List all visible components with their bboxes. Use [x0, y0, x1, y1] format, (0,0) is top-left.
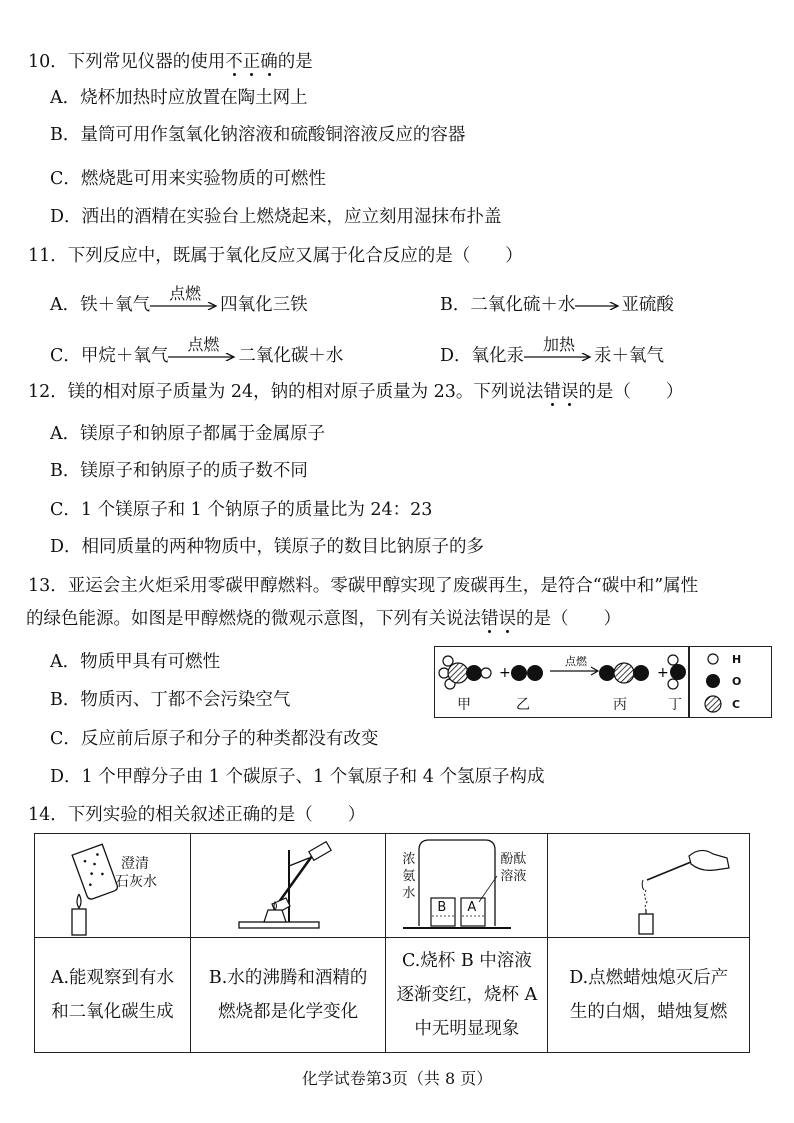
candle-relight-illustration — [551, 836, 747, 936]
q10-option-c: C．燃烧匙可用来实验物质的可燃性 — [50, 169, 326, 189]
q13-option-d: D．1 个甲醇分子由 1 个碳原子、1 个氧原子和 4 个氢原子构成 — [50, 767, 545, 787]
arrow-condition: 点燃 — [565, 655, 587, 668]
experiment-table — [34, 833, 750, 1053]
label-yi: 乙 — [516, 697, 530, 713]
page-footer: 化学试卷第3页（共 8 页） — [301, 1069, 493, 1088]
reaction-arrow — [575, 293, 621, 317]
q13-stem-line1: 13．亚运会主火炬采用零碳甲醇燃料。零碳甲醇实现了废碳再生，是符合“碳中和”属性 — [28, 576, 699, 596]
label-bing: 丙 — [613, 697, 627, 713]
experiment-text-c: C.烧杯 B 中溶液 逐渐变红，烧杯 A 中无明显现象 — [386, 938, 548, 1053]
q11-stem: 11．下列反应中，既属于氧化反应又属于化合反应的是（ ） — [28, 246, 523, 266]
legend-o: O — [732, 675, 742, 688]
q11-option-b: B．二氧化硫＋水 亚硫酸 — [440, 295, 674, 315]
q13-stem-line2: 的绿色能源。如图是甲醇燃烧的微观示意图，下列有关说法错误的是（ ） — [26, 609, 621, 629]
q10-option-b: B．量筒可用作氢氧化钠溶液和硫酸铜溶液反应的容器 — [50, 125, 466, 145]
methanol-combustion-diagram — [434, 646, 772, 718]
phenolphthalein-label-1: 酚酞 — [500, 852, 527, 867]
oxygen-molecule — [511, 665, 543, 681]
carbon-dioxide-molecule — [599, 663, 649, 683]
q13-option-b: B．物质丙、丁都不会污染空气 — [50, 690, 291, 710]
ammonia-label-2: 氨 — [402, 869, 416, 884]
q12-option-d: D．相同质量的两种物质中，镁原子的数目比钠原子的多 — [50, 537, 485, 557]
label-jia: 甲 — [457, 697, 471, 713]
legend-symbols — [697, 647, 737, 717]
q13-option-a: A．物质甲具有可燃性 — [50, 652, 221, 672]
legend-c: C — [732, 698, 741, 711]
reaction-arrow: 点燃 — [168, 344, 238, 368]
experiment-image-c — [386, 834, 548, 938]
ammonia-label-3: 水 — [402, 886, 416, 901]
q11-option-a: A．铁＋氧气 点燃 四氧化三铁 — [50, 284, 308, 315]
legend-divider — [688, 647, 690, 717]
water-molecule — [668, 655, 686, 689]
q13-option-c: C．反应前后原子和分子的种类都没有改变 — [50, 729, 379, 749]
beaker-a-label: A — [467, 900, 477, 915]
q10-option-d: D．洒出的酒精在实验台上燃烧起来，应立刻用湿抹布扑盖 — [50, 207, 502, 227]
limewater-label-1: 澄清 — [121, 856, 149, 872]
q12-option-b: B．镁原子和钠原子的质子数不同 — [50, 461, 308, 481]
q12-option-a: A．镁原子和钠原子都属于金属原子 — [50, 424, 326, 444]
experiment-text-b: B.水的沸腾和酒精的 燃烧都是化学变化 — [190, 938, 386, 1053]
experiment-text-a: A.能观察到有水 和二氧化碳生成 — [35, 938, 191, 1053]
q10-option-a: A．烧杯加热时应放置在陶土网上 — [50, 88, 308, 108]
label-ding: 丁 — [668, 697, 682, 713]
q10-stem: 10．下列常见仪器的使用不正确的是 — [28, 52, 313, 72]
legend-h: H — [732, 653, 742, 666]
reaction-arrow: 点燃 — [150, 293, 220, 317]
q11-option-d: D．氧化汞 加热 汞＋氧气 — [440, 335, 665, 366]
limewater-label-2: 石灰水 — [115, 874, 157, 890]
reaction-arrow: 加热 — [524, 344, 594, 368]
experiment-image-a — [35, 834, 191, 938]
q11-option-c: C．甲烷＋氧气 点燃 二氧化碳＋水 — [50, 335, 344, 366]
plus-sign: + — [657, 665, 669, 681]
boiling-apparatus-illustration — [194, 836, 384, 936]
experiment-image-d — [548, 834, 750, 938]
experiment-text-d: D.点燃蜡烛熄灭后产 生的白烟，蜡烛复燃 — [548, 938, 750, 1053]
phenolphthalein-label-2: 溶液 — [500, 869, 527, 884]
experiment-image-b — [190, 834, 386, 938]
molecule-illustration — [435, 647, 689, 717]
q12-option-c: C．1 个镁原子和 1 个钠原子的质量比为 24：23 — [50, 500, 433, 520]
q12-stem: 12．镁的相对原子质量为 24，钠的相对原子质量为 23。下列说法错误的是（ ） — [28, 382, 684, 402]
beaker-b-label: B — [437, 900, 447, 915]
ammonia-label-1: 浓 — [402, 852, 416, 867]
methanol-molecule — [439, 656, 491, 689]
plus-sign: + — [499, 665, 511, 681]
q14-stem: 14．下列实验的相关叙述正确的是（ ） — [28, 805, 366, 825]
